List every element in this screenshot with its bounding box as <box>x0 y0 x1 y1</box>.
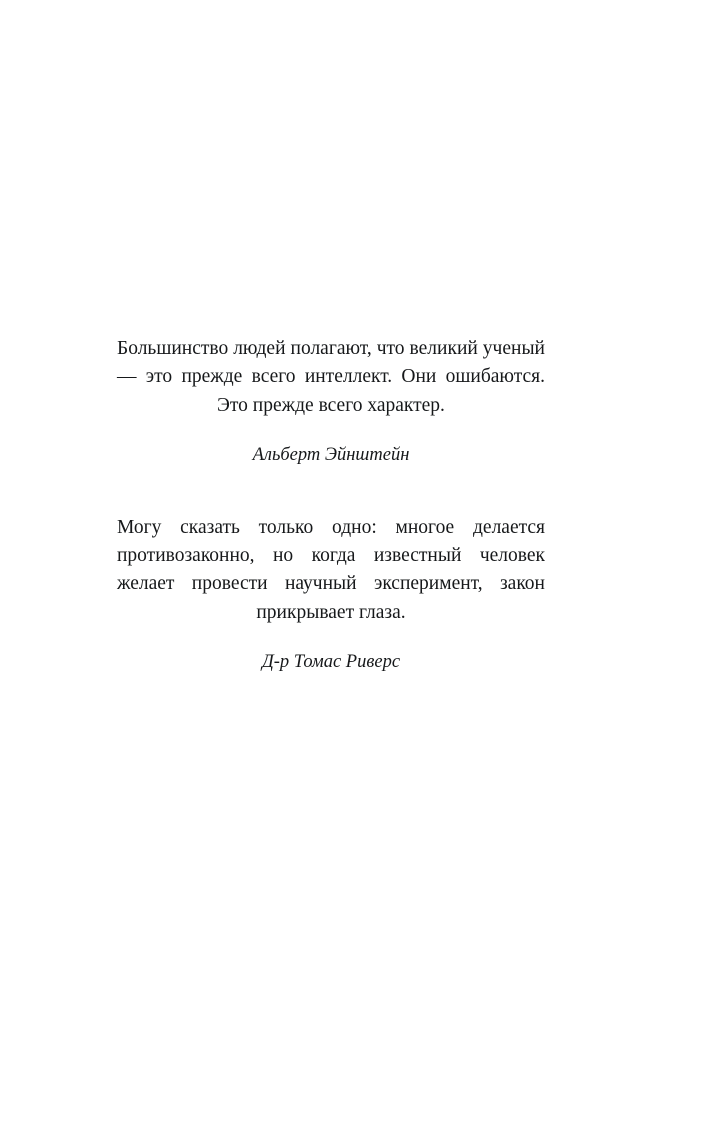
quote-item <box>117 335 545 468</box>
quote-item <box>117 514 545 675</box>
quote-text: Большинство людей полагают, что великий ученый — это прежде всего интеллект. Они ошибаются. Это прежде всего характер. <box>117 338 545 416</box>
quote-attribution: Д-р Томас Риверс <box>261 652 401 673</box>
quote-text: Могу сказать только одно: многое делается противозаконно, но когда известный человек желает провести научный эксперимент, закон прикрывает глаза. <box>117 516 545 623</box>
quote-attribution: Альберт Эйнштейн <box>252 444 410 465</box>
epigraph-block <box>117 335 545 675</box>
